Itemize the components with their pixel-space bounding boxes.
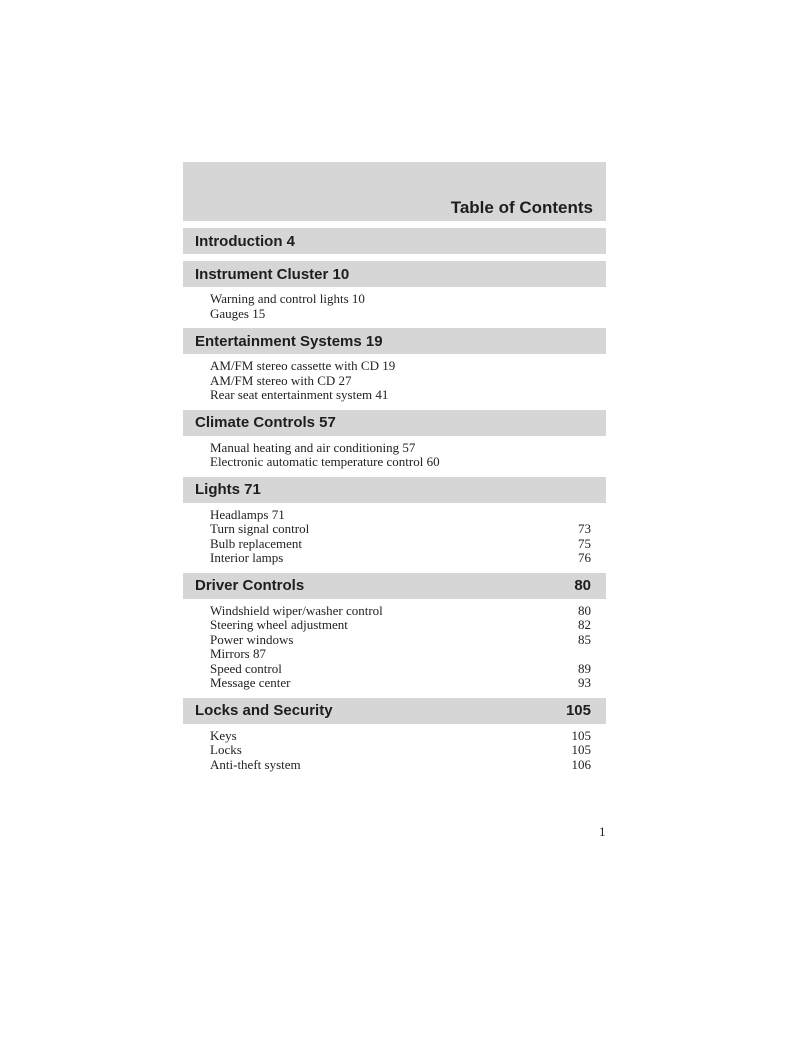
section-page: 105 [565,702,591,719]
toc-entry[interactable] [210,676,591,691]
entry-label: Power windows [210,631,294,647]
entry-page: 89 [578,660,591,676]
toc-entry[interactable] [210,388,591,403]
entry-label: Locks [210,742,242,757]
section-items [183,354,606,403]
toc-entry[interactable] [210,508,591,523]
section-title: Climate Controls 57 [195,414,336,431]
toc-entry[interactable] [210,604,591,619]
toc-section-locks-and-security [183,698,606,773]
section-heading[interactable] [183,410,606,436]
entry-page: 82 [578,617,591,632]
section-heading[interactable] [183,328,606,354]
page-number: 1 [599,824,606,839]
toc-entry[interactable] [210,633,591,648]
toc-entry[interactable] [210,441,591,456]
entry-label: Windshield wiper/washer control [210,602,383,618]
section-heading[interactable] [183,573,606,599]
entry-page: 93 [578,675,591,690]
toc-section-entertainment-systems [183,328,606,403]
entry-page: 105 [571,727,591,743]
toc-header [183,162,606,221]
section-title: Instrument Cluster 10 [195,265,350,283]
section-title: Driver Controls [195,577,305,594]
section-title: Entertainment Systems 19 [195,332,383,350]
entry-label: Electronic automatic temperature control 60 [210,454,440,469]
entry-label: Steering wheel adjustment [210,617,348,632]
section-title: Lights 71 [195,481,261,498]
entry-label: Interior lamps [210,550,284,565]
entry-label: Anti-theft system [210,756,301,772]
entry-page: 73 [578,521,591,536]
section-items [183,724,606,773]
section-heading[interactable] [183,477,606,503]
entry-label: Rear seat entertainment system 41 [210,387,389,402]
toc-section-lights [183,477,606,566]
section-heading[interactable] [183,261,606,287]
entry-label: Gauges 15 [210,305,266,321]
section-heading[interactable] [183,228,606,254]
toc-entry[interactable] [210,729,591,744]
toc-section-instrument-cluster [183,261,606,321]
toc-entry[interactable] [210,307,591,322]
entry-label: Manual heating and air conditioning 57 [210,439,416,455]
section-items [183,503,606,566]
entry-label: Mirrors 87 [210,646,266,661]
toc-entry[interactable] [210,618,591,633]
entry-label: AM/FM stereo with CD 27 [210,372,352,388]
section-title: Locks and Security [195,702,333,719]
page-title: Table of Contents [450,198,593,217]
entry-page: 75 [578,535,591,551]
toc-entry[interactable] [210,551,591,566]
toc-entry[interactable] [210,359,591,374]
section-items [183,599,606,691]
entry-label: Message center [210,675,291,690]
entry-label: Bulb replacement [210,535,303,551]
toc-entry[interactable] [210,537,591,552]
toc-entry[interactable] [210,758,591,773]
section-page: 80 [574,577,591,594]
section-heading[interactable] [183,698,606,724]
table-of-contents [183,162,606,772]
entry-page: 106 [571,756,591,772]
entry-label: Turn signal control [210,521,310,536]
entry-label: Headlamps 71 [210,506,285,522]
section-items [183,287,606,321]
toc-entry[interactable] [210,522,591,537]
entry-label: Warning and control lights 10 [210,291,365,306]
toc-section-climate-controls [183,410,606,470]
section-title: Introduction 4 [195,232,295,250]
toc-section-introduction [183,228,606,254]
entry-label: AM/FM stereo cassette with CD 19 [210,358,396,373]
toc-entry[interactable] [210,455,591,470]
toc-entry[interactable] [210,647,591,662]
toc-entry[interactable] [210,292,591,307]
toc-entry[interactable] [210,743,591,758]
entry-label: Keys [210,727,237,743]
toc-entry[interactable] [210,374,591,389]
entry-label: Speed control [210,660,282,676]
entry-page: 80 [578,602,591,618]
entry-page: 105 [571,742,591,757]
entry-page: 76 [578,550,591,565]
entry-page: 85 [578,631,591,647]
toc-section-driver-controls [183,573,606,691]
toc-entry[interactable] [210,662,591,677]
section-items [183,436,606,470]
